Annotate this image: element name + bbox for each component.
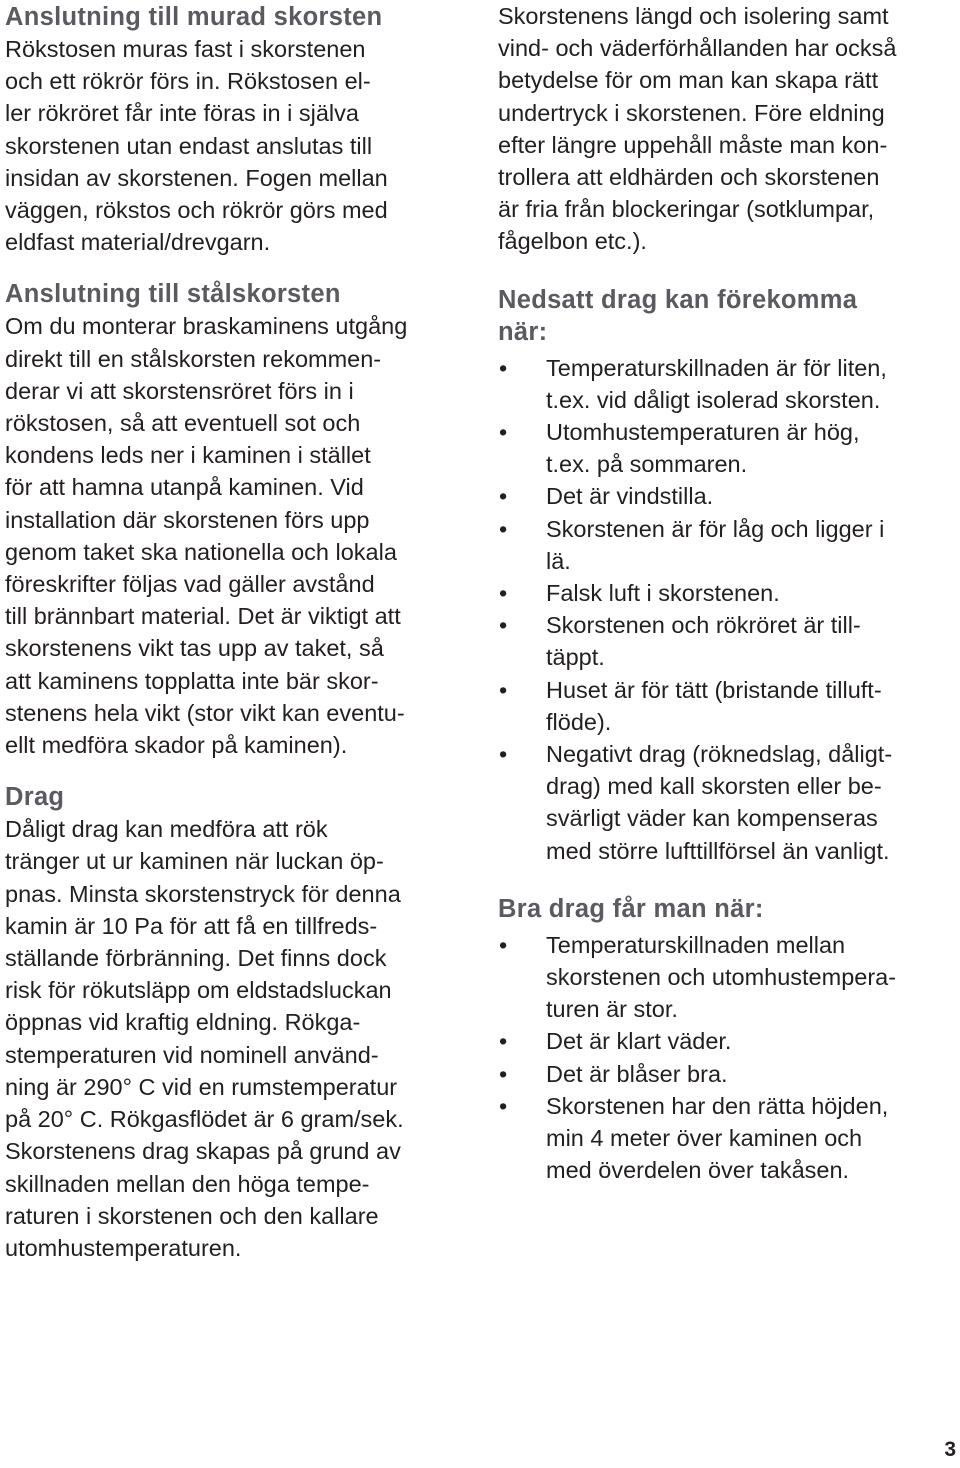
bullet-icon: • [499, 931, 508, 958]
text-line: eldfast material/drevgarn. [5, 229, 271, 256]
bullet-icon: • [499, 515, 508, 542]
text-line: för att hamna utanpå kaminen. Vid [5, 474, 364, 501]
text-line: ellt medföra skador på kaminen). [5, 732, 348, 759]
text-line: att kaminens topplatta inte bär skor- [5, 667, 379, 694]
text-line: Skorstenens längd och isolering samt [498, 3, 889, 29]
text-line: stemperaturen vid nominell använd- [5, 1041, 379, 1068]
text-line: insidan av skorstenen. Fogen mellan [5, 164, 388, 191]
list-item [498, 352, 953, 416]
list-item [498, 480, 953, 512]
list-item-line: Skorstenen har den rätta höjden, [546, 1092, 889, 1119]
text-line: ning är 290° C vid en rumstemperatur [5, 1073, 398, 1100]
bullet-icon: • [499, 580, 508, 607]
bullet-icon: • [499, 1028, 508, 1055]
list-item [498, 674, 953, 738]
bullet-icon: • [499, 741, 508, 768]
heading-masonry-chimney: Anslutning till murad skorsten [5, 3, 383, 31]
list-item-line: Temperaturskillnaden mellan [546, 931, 846, 958]
text-line: ler rökröret får inte föras in i själva [5, 100, 359, 127]
list-item-line: drag) med kall skorsten eller be- [546, 773, 882, 800]
text-line: skorstenens vikt tas upp av taket, så [5, 635, 384, 662]
list-item-line: Det är klart väder. [546, 1028, 732, 1055]
list-item-line: Det är vindstilla. [546, 483, 714, 510]
list-item [498, 1025, 953, 1057]
list-item [498, 609, 953, 673]
text-line: trollera att eldhärden och skorstenen [498, 164, 880, 191]
text-line: raturen i skorstenen och den kallare [5, 1202, 379, 1229]
left-column [5, 0, 471, 1264]
text-line: Nedsatt drag kan förekomma [498, 285, 858, 314]
heading-reduced-draft [498, 284, 953, 348]
text-line: på 20° C. Rökgasflödet är 6 gram/sek. [5, 1106, 404, 1133]
text-line: väggen, rökstos och rökrör görs med [5, 197, 388, 224]
list-item-line: Huset är för tätt (bristande tilluft- [546, 676, 882, 703]
text-line: direkt till en stålskorsten rekommen- [5, 345, 382, 372]
list-item-line: Skorstenen är för låg och ligger i [546, 515, 885, 542]
text-line: stenens hela vikt (stor vikt kan eventu- [5, 699, 405, 726]
bullet-icon: • [499, 612, 508, 639]
text-line: ställande förbränning. Det finns dock [5, 945, 387, 972]
paragraph-chimney-intro [498, 0, 953, 258]
text-line: är fria från blockeringar (sotklumpar, [498, 196, 875, 223]
text-line: föreskrifter följas vad gäller avstånd [5, 571, 375, 598]
list-item-line: Negativt drag (röknedslag, dåligt- [546, 741, 893, 768]
heading-steel-chimney: Anslutning till stålskorsten [5, 280, 341, 309]
text-line: vind- och väderförhållanden har också [498, 35, 897, 62]
list-item-line: med större lufttillförsel än vanligt. [546, 837, 890, 864]
list-item-line: Det är blåser bra. [546, 1060, 728, 1087]
text-line: risk för rökutsläpp om eldstadsluckan [5, 977, 392, 1004]
bullet-icon: • [499, 676, 508, 703]
bullet-icon: • [499, 419, 508, 446]
text-line: Rökstosen muras fast i skorstenen [5, 36, 366, 62]
text-line: skillnaden mellan den höga tempe- [5, 1170, 370, 1197]
text-line: till brännbart material. Det är viktigt att [5, 603, 401, 630]
list-item [498, 513, 953, 577]
list-item-line: Skorstenen och rökröret är till- [546, 612, 861, 639]
section-reduced-draft [498, 284, 953, 867]
paragraph-draft [5, 813, 471, 1264]
section-masonry-chimney [5, 1, 471, 258]
bullet-icon: • [499, 483, 508, 510]
page-number: 3 [944, 1438, 956, 1461]
list-good-draft [498, 929, 953, 1187]
list-item-line: med överdelen över takåsen. [546, 1157, 850, 1184]
bullet-icon: • [499, 354, 508, 381]
list-item-line: täppt. [546, 644, 605, 671]
paragraph-masonry-chimney [5, 33, 471, 258]
list-item-line: min 4 meter över kaminen och [546, 1125, 863, 1152]
heading-draft: Drag [5, 783, 65, 812]
bullet-icon: • [499, 1092, 508, 1119]
list-item-line: Utomhustemperaturen är hög, [546, 419, 860, 446]
text-line: Om du monterar braskaminens utgång [5, 313, 408, 340]
list-item-line: Temperaturskillnaden är för liten, [546, 354, 887, 381]
text-line: utomhustemperaturen. [5, 1234, 242, 1261]
bullet-icon: • [499, 1060, 508, 1087]
text-line: pnas. Minsta skorstenstryck för denna [5, 880, 401, 907]
heading-good-draft: Bra drag får man när: [498, 894, 764, 923]
list-item [498, 577, 953, 609]
list-item [498, 416, 953, 480]
text-line: rökstosen, så att eventuell sot och [5, 410, 361, 437]
text-line: kondens leds ner i kaminen i stället [5, 442, 371, 469]
list-item-line: Falsk luft i skorstenen. [546, 580, 780, 607]
list-item [498, 738, 953, 867]
section-good-draft [498, 893, 953, 1187]
text-line: undertryck i skorstenen. Före eldning [498, 99, 885, 126]
text-line: öppnas vid kraftig eldning. Rökga- [5, 1009, 361, 1036]
list-item [498, 1090, 953, 1187]
text-line: skorstenen utan endast anslutas till [5, 132, 373, 159]
text-line: när: [498, 317, 548, 346]
text-line: genom taket ska nationella och lokala [5, 538, 397, 565]
list-item-line: t.ex. på sommaren. [546, 451, 748, 478]
text-line: och ett rökrör förs in. Rökstosen el- [5, 68, 371, 95]
section-steel-chimney [5, 278, 471, 761]
list-item-line: flöde). [546, 708, 612, 735]
right-column [498, 0, 953, 1187]
paragraph-steel-chimney [5, 310, 471, 761]
list-item-line: svärligt väder kan kompenseras [546, 805, 878, 832]
list-item [498, 1058, 953, 1090]
text-line: derar vi att skorstensröret förs in i [5, 377, 354, 404]
text-line: installation där skorstenen förs upp [5, 506, 370, 533]
list-item-line: turen är stor. [546, 996, 678, 1023]
section-draft [5, 781, 471, 1264]
text-line: Skorstenens drag skapas på grund av [5, 1138, 401, 1165]
list-reduced-draft [498, 352, 953, 867]
text-line: fågelbon etc.). [498, 228, 647, 255]
list-item [498, 929, 953, 1026]
list-item-line: skorstenen och utomhustempera- [546, 964, 897, 991]
text-line: kamin är 10 Pa för att få en tillfreds- [5, 912, 378, 939]
text-line: betydelse för om man kan skapa rätt [498, 67, 879, 94]
text-line: tränger ut ur kaminen när luckan öp- [5, 848, 384, 875]
list-item-line: t.ex. vid dåligt isolerad skorsten. [546, 386, 881, 413]
text-line: efter längre uppehåll måste man kon- [498, 131, 888, 158]
text-line: Dåligt drag kan medföra att rök [5, 816, 328, 843]
list-item-line: lä. [546, 547, 571, 574]
